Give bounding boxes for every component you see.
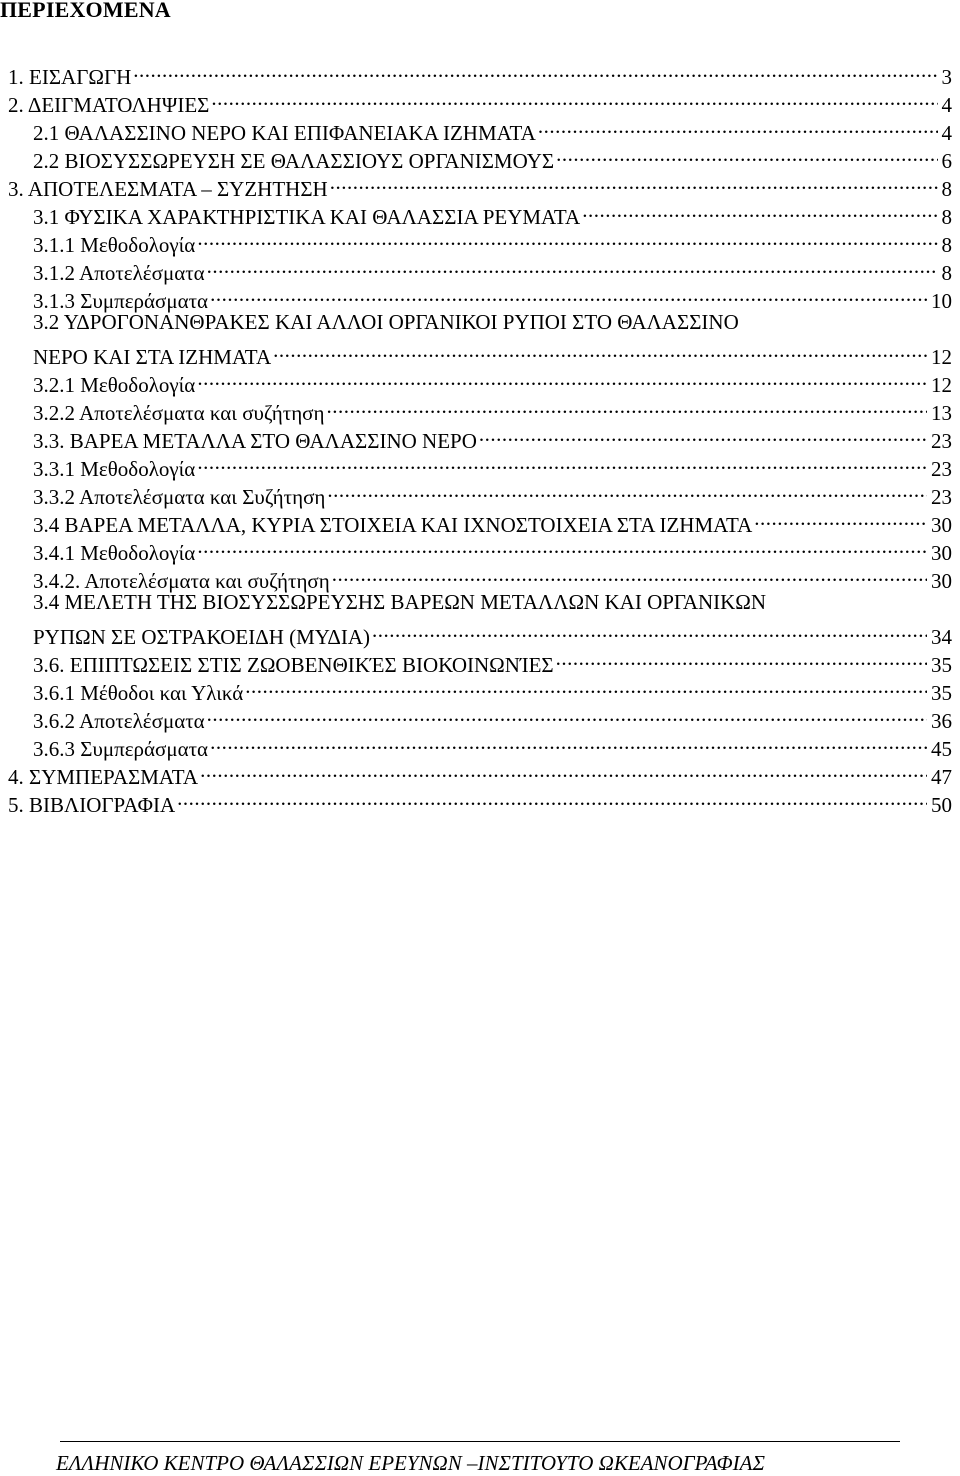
toc-entry-title: 2.2 ΒΙΟΣΥΣΣΩΡΕΥΣΗ ΣΕ ΘΑΛΑΣΣΙΟΥΣ ΟΡΓΑΝΙΣΜΟΥΣ [33,149,555,173]
toc-entry-title: ΡΥΠΩΝ ΣΕ ΟΣΤΡΑΚΟΕΙΔΗ (ΜΥΔΙΑ) [33,625,370,649]
toc-entry-title: 3.6.3 Συμπεράσματα [33,737,209,761]
toc-page-number: 35 [931,653,952,677]
page-title: ΠΕΡΙΕΧΟΜΕΝΑ [0,0,171,22]
toc-entry-continuation[interactable] [0,336,952,369]
toc-leader-dots [582,196,937,224]
toc-page-number: 8 [941,233,952,257]
toc-leader-dots [327,476,927,504]
toc-leader-dots [210,728,927,756]
toc-leader-dots [197,448,927,476]
toc-entry-title: 3.4.1 Μεθοδολογία [33,541,196,565]
toc-leader-dots [273,336,927,364]
toc-entry-title: 3.1.3 Συμπεράσματα [33,289,209,313]
toc-entry[interactable] [0,308,952,336]
toc-page-number: 30 [931,541,952,565]
toc-page-number: 12 [931,373,952,397]
toc-leader-dots [327,392,928,420]
toc-page-number: 4 [941,121,952,145]
toc-leader-dots [177,784,927,812]
toc-leader-dots [133,56,937,84]
toc-page-number: 4 [941,93,952,117]
toc-page-number: 30 [931,513,952,537]
toc-leader-dots [538,112,938,140]
table-of-contents [0,56,952,817]
toc-entry-title: 3.2.2 Αποτελέσματα και συζήτηση [33,401,325,425]
toc-entry-title: 3.1.2 Αποτελέσματα [33,261,205,285]
toc-page-number: 8 [941,261,952,285]
toc-page-number: 34 [931,625,952,649]
toc-leader-dots [245,672,927,700]
toc-entry-title: 3.3.2 Αποτελέσματα και Συζήτηση [33,485,326,509]
toc-entry-title: 2. ΔΕΙΓΜΑΤΟΛΗΨΙΕΣ [8,93,210,117]
toc-entry[interactable] [0,56,952,89]
toc-page-number: 45 [931,737,952,761]
toc-page-number: 8 [941,177,952,201]
toc-leader-dots [330,168,938,196]
toc-entry-title: 3. ΑΠΟΤΕΛΕΣΜΑΤΑ – ΣΥΖΗΤΗΣΗ [8,177,328,201]
toc-leader-dots [197,532,927,560]
toc-leader-dots [197,364,927,392]
toc-entry-title: 1. ΕΙΣΑΓΩΓΗ [8,65,132,89]
toc-entry-title: 3.3.1 Μεθοδολογία [33,457,196,481]
toc-page-number: 36 [931,709,952,733]
toc-entry-title: 3.6.2 Αποτελέσματα [33,709,205,733]
toc-entry-title: 3.4 ΒΑΡΕΑ ΜΕΤΑΛΛΑ, ΚΥΡΙΑ ΣΤΟΙΧΕΙΑ ΚΑΙ ΙΧΝΟΣΤΟΙΧΕΙΑ ΣΤΑ ΙΖΗΜΑΤΑ [33,513,753,537]
page-footer: ΕΛΛΗΝΙΚΟ ΚΕΝΤΡΟ ΘΑΛΑΣΣΙΩΝ ΕΡΕΥΝΩΝ –ΙΝΣΤΙΤΟΥΤΟ ΩΚΕΑΝΟΓΡΑΦΙΑΣ [56,1451,765,1475]
toc-entry-title: 3.3. ΒΑΡΕΑ ΜΕΤΑΛΛΑ ΣΤΟ ΘΑΛΑΣΣΙΝΟ ΝΕΡΟ [33,429,477,453]
toc-page-number: 23 [931,485,952,509]
toc-page-number: 12 [931,345,952,369]
toc-page-number: 8 [941,205,952,229]
footer-divider [60,1441,900,1442]
toc-entry-title: 3.1 ΦΥΣΙΚΑ ΧΑΡΑΚΤΗΡΙΣΤΙΚΑ ΚΑΙ ΘΑΛΑΣΣΙΑ ΡΕΥΜΑΤΑ [33,205,581,229]
toc-leader-dots [207,700,927,728]
toc-leader-dots [210,280,927,308]
toc-page-number: 30 [931,569,952,593]
toc-entry-title: 3.6.1 Μέθοδοι και Υλικά [33,681,244,705]
toc-entry-title: 4. ΣΥΜΠΕΡΑΣΜΑΤΑ [8,765,199,789]
toc-page-number: 47 [931,765,952,789]
toc-leader-dots [211,84,937,112]
toc-entry-title: ΝΕΡΟ ΚΑΙ ΣΤΑ ΙΖΗΜΑΤΑ [33,345,272,369]
toc-page-number: 10 [931,289,952,313]
toc-leader-dots [556,644,927,672]
toc-entry[interactable] [0,84,952,117]
toc-leader-dots [372,616,927,644]
toc-entry-title: 3.4 ΜΕΛΕΤΗ ΤΗΣ ΒΙΟΣΥΣΣΩΡΕΥΣΗΣ ΒΑΡΕΩΝ ΜΕΤΑΛΛΩΝ ΚΑΙ ΟΡΓΑΝΙΚΩΝ [33,590,767,614]
toc-entry-title: 3.4.2. Αποτελέσματα και συζήτηση [33,569,330,593]
toc-page-number: 23 [931,429,952,453]
toc-leader-dots [479,420,927,448]
toc-entry-title: 2.1 ΘΑΛΑΣΣΙΝΟ ΝΕΡΟ ΚΑΙ ΕΠΙΦΑΝΕΙΑΚΑ ΙΖΗΜΑΤΑ [33,121,536,145]
toc-entry-title: 3.1.1 Μεθοδολογία [33,233,196,257]
toc-leader-dots [556,140,937,168]
toc-entry-continuation[interactable] [0,616,952,649]
toc-page-number: 35 [931,681,952,705]
toc-page-number: 50 [931,793,952,817]
toc-page-number: 3 [941,65,952,89]
toc-leader-dots [754,504,927,532]
toc-leader-dots [207,252,938,280]
toc-entry[interactable] [0,588,952,616]
toc-entry-title: 3.6. ΕΠΙΠΤΩΣΕΙΣ ΣΤΙΣ ΖΩΟΒΕΝΘΙΚΈΣ ΒΙΟΚΟΙΝΩΝΊΕΣ [33,653,554,677]
toc-entry-title: 5. ΒΙΒΛΙΟΓΡΑΦΙΑ [8,793,176,817]
toc-page-number: 13 [931,401,952,425]
toc-page-number: 6 [941,149,952,173]
toc-entry-title: 3.2 ΥΔΡΟΓΟΝΑΝΘΡΑΚΕΣ ΚΑΙ ΑΛΛΟΙ ΟΡΓΑΝΙΚΟΙ ΡΥΠΟΙ ΣΤΟ ΘΑΛΑΣΣΙΝΟ [33,310,739,334]
toc-leader-dots [197,224,937,252]
toc-leader-dots [332,560,927,588]
toc-leader-dots [200,756,927,784]
toc-page-number: 23 [931,457,952,481]
toc-entry-title: 3.2.1 Μεθοδολογία [33,373,196,397]
